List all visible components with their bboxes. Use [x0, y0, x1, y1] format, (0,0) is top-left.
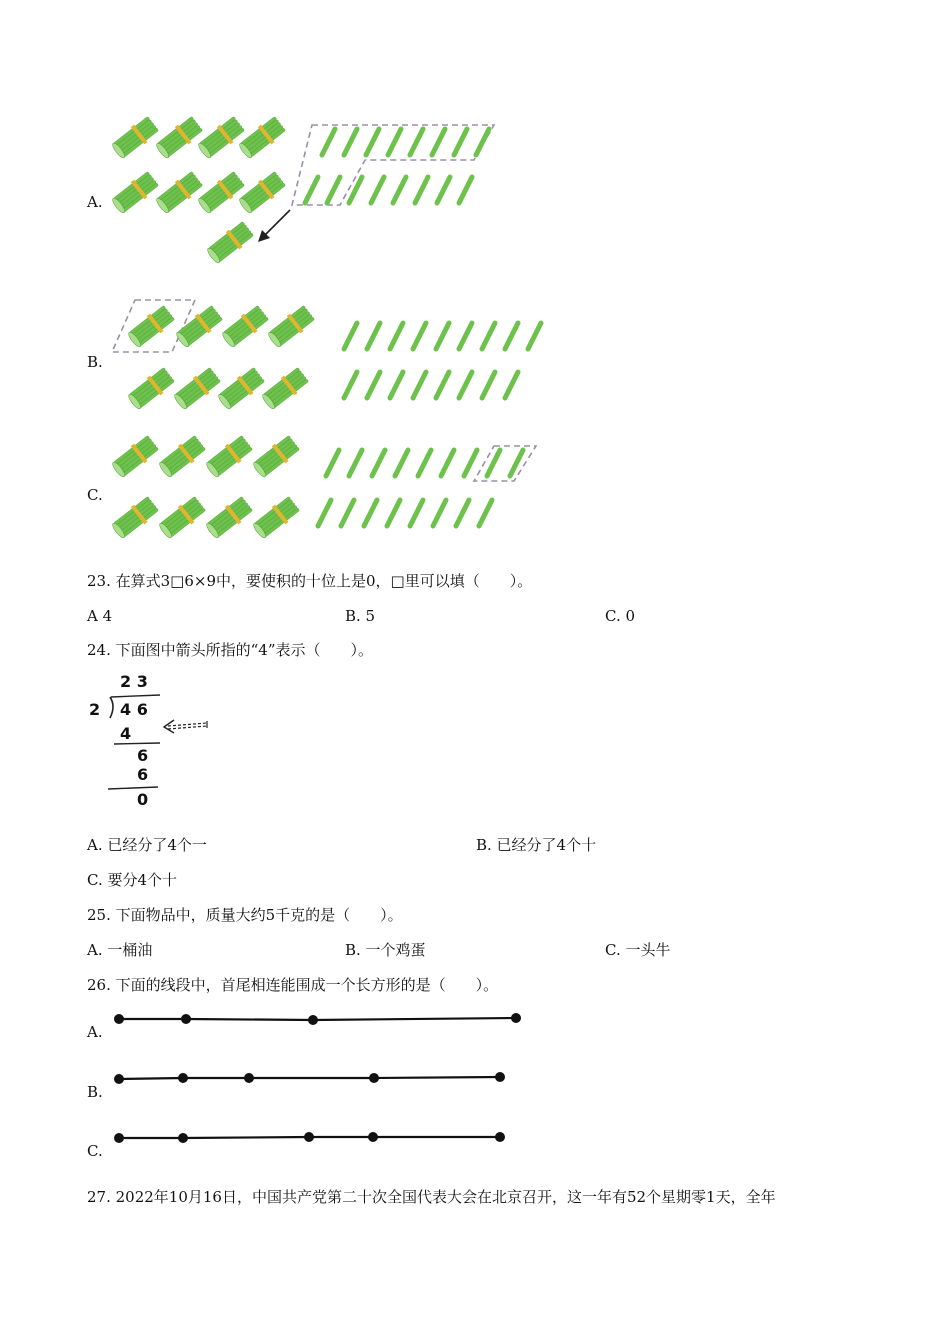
division-step-6a: 6 — [137, 746, 149, 765]
q23-option-c[interactable]: C. 0 — [605, 607, 636, 625]
q25-option-c[interactable]: C. 一头牛 — [605, 941, 671, 959]
division-remainder: 0 — [137, 790, 149, 809]
q22-option-c-label: C. — [87, 486, 103, 504]
q25-stem: 25. 下面物品中，质量大约5千克的是（ ）。 — [87, 906, 403, 924]
q23-option-a[interactable]: A 4 — [87, 607, 113, 625]
q26-stem: 26. 下面的线段中，首尾相连能围成一个长方形的是（ ）。 — [87, 976, 499, 994]
division-dividend: 4 6 — [120, 700, 148, 719]
q26-option-b-label[interactable]: B. — [87, 1083, 103, 1101]
q23-option-b[interactable]: B. 5 — [345, 607, 376, 625]
q26-option-a-label[interactable]: A. — [87, 1023, 103, 1041]
q26a-segments — [114, 1013, 521, 1025]
q24-option-b[interactable]: B. 已经分了4个十 — [476, 836, 597, 854]
q24-stem: 24. 下面图中箭头所指的“4”表示（ ）。 — [87, 641, 374, 659]
division-step-6b: 6 — [137, 765, 149, 784]
q23-stem: 23. 在算式3□6×9中，要使积的十位上是0，□里可以填（ ）。 — [87, 572, 533, 590]
q27-stem: 27. 2022年10月16日，中国共产党第二十次全国代表大会在北京召开，这一年有52个星期零1天，全年 — [87, 1188, 776, 1206]
q25-option-b[interactable]: B. 一个鸡蛋 — [345, 941, 426, 959]
q24-option-c[interactable]: C. 要分4个十 — [87, 871, 178, 889]
q22-option-a-label: A. — [87, 193, 103, 211]
q22-option-b-label: B. — [87, 353, 103, 371]
q26c-segments — [114, 1132, 505, 1143]
q26-option-c-label[interactable]: C. — [87, 1142, 103, 1160]
division-step-4: 4 — [120, 724, 132, 743]
q25-option-a[interactable]: A. 一桶油 — [87, 941, 153, 959]
q24-option-a[interactable]: A. 已经分了4个一 — [87, 836, 207, 854]
q26b-segments — [114, 1072, 505, 1084]
division-quotient: 2 3 — [120, 672, 148, 691]
division-divisor: 2 — [89, 700, 101, 719]
